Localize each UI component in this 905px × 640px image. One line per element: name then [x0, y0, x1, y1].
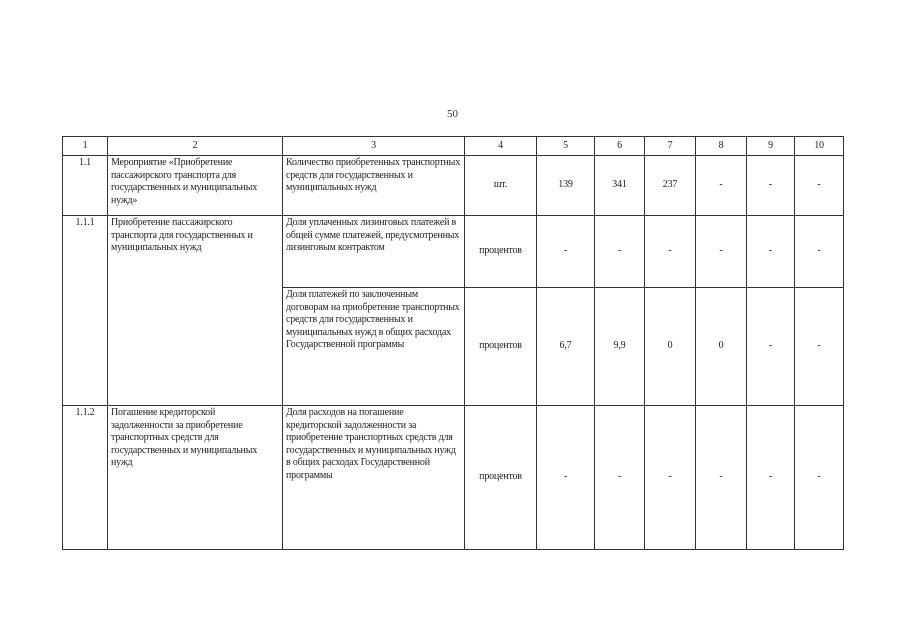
value-5: 139 [537, 156, 595, 216]
row-number: 1.1.2 [63, 406, 108, 550]
value-6: 9,9 [595, 288, 645, 406]
activity-name: Мероприятие «Приобретение пассажирского транспорта для государственных и муниципальных нужд» [108, 156, 283, 216]
value-10: - [795, 406, 844, 550]
indicator-name: Доля уплаченных лизинговых платежей в общей сумме платежей, предусмотренных лизинговым контрактом [283, 216, 465, 288]
header-cell-8: 8 [696, 137, 747, 156]
activity-name: Приобретение пассажирского транспорта для государственных и муниципальных нужд [108, 216, 283, 406]
page-number: 50 [447, 108, 458, 120]
value-9: - [747, 288, 795, 406]
value-9: - [747, 406, 795, 550]
unit-cell: процентов [465, 406, 537, 550]
header-cell-4: 4 [465, 137, 537, 156]
row-number: 1.1 [63, 156, 108, 216]
header-cell-3: 3 [283, 137, 465, 156]
value-9: - [747, 216, 795, 288]
header-cell-6: 6 [595, 137, 645, 156]
indicator-name: Количество приобретенных транспортных средств для государственных и муниципальных нужд [283, 156, 465, 216]
indicators-table [62, 136, 844, 550]
value-10: - [795, 156, 844, 216]
value-10: - [795, 288, 844, 406]
table-row [63, 406, 844, 550]
activity-name: Погашение кредиторской задолженности за приобретение транспортных средств для государственных и муниципальных нужд [108, 406, 283, 550]
value-6: - [595, 216, 645, 288]
value-7: 237 [645, 156, 696, 216]
header-cell-9: 9 [747, 137, 795, 156]
unit-cell: шт. [465, 156, 537, 216]
value-8: - [696, 216, 747, 288]
value-7: - [645, 216, 696, 288]
value-7: 0 [645, 288, 696, 406]
value-6: 341 [595, 156, 645, 216]
header-cell-2: 2 [108, 137, 283, 156]
row-number: 1.1.1 [63, 216, 108, 406]
value-10: - [795, 216, 844, 288]
indicator-name: Доля платежей по заключенным договорам на приобретение транспортных средств для государственных и муниципальных нужд в общих расходах Государственной программы [283, 288, 465, 406]
table-row [63, 156, 844, 216]
header-cell-10: 10 [795, 137, 844, 156]
value-6: - [595, 406, 645, 550]
value-7: - [645, 406, 696, 550]
header-cell-5: 5 [537, 137, 595, 156]
value-8: - [696, 156, 747, 216]
header-cell-7: 7 [645, 137, 696, 156]
value-5: - [537, 406, 595, 550]
value-9: - [747, 156, 795, 216]
value-8: - [696, 406, 747, 550]
value-5: 6,7 [537, 288, 595, 406]
unit-cell: процентов [465, 288, 537, 406]
table-row [63, 216, 844, 288]
header-row [63, 137, 844, 156]
value-5: - [537, 216, 595, 288]
value-8: 0 [696, 288, 747, 406]
header-cell-1: 1 [63, 137, 108, 156]
indicator-name: Доля расходов на погашение кредиторской задолженности за приобретение транспортных средств для государственных и муниципальных нужд в общих расходах Государственной программы [283, 406, 465, 550]
unit-cell: процентов [465, 216, 537, 288]
